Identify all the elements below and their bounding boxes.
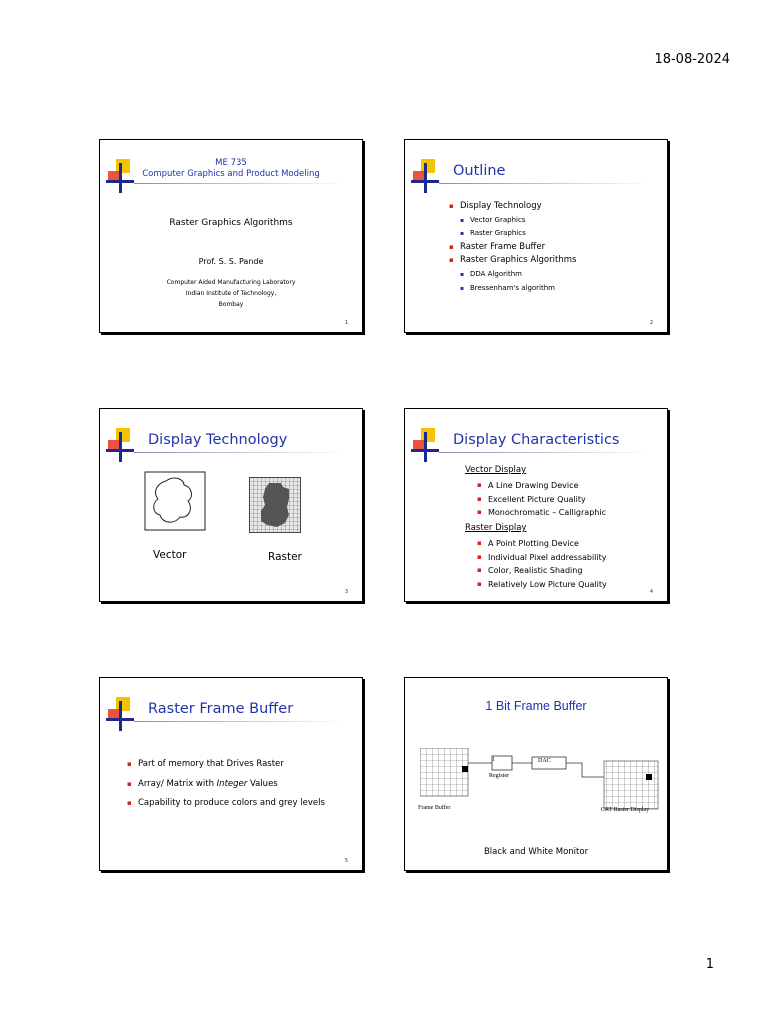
list-item: ▪ Color, Realistic Shading [476, 564, 607, 578]
list-item: ▪ Individual Pixel addressability [476, 551, 607, 565]
slide-2 [404, 139, 668, 333]
list-item: ▪ Raster Graphics Algorithms [448, 254, 576, 268]
slide-6 [404, 677, 668, 871]
list-item: ▪ A Line Drawing Device [476, 479, 606, 493]
title-rule [439, 452, 653, 453]
affiliation: Computer Aided Manufacturing Laboratory Indian Institute of Technology, Bombay [166, 279, 296, 308]
slide-logo-icon [411, 159, 443, 195]
slide-5 [99, 677, 363, 871]
slide-title: Display Characteristics [453, 432, 620, 448]
page-number: 1 [705, 957, 714, 972]
list-item: ▪ Part of memory that Drives Raster [126, 758, 326, 772]
outline-list [448, 200, 576, 295]
frame-buffer-label: Frame Buffer [418, 805, 451, 811]
course-title: Computer Graphics and Product Modeling [142, 169, 320, 179]
register-label: Register [489, 773, 509, 779]
raster-label: Raster [268, 551, 302, 563]
raster-display-heading: Raster Display [465, 523, 527, 533]
slide-title: 1 Bit Frame Buffer [485, 699, 587, 713]
vector-display-figure [144, 471, 206, 531]
slide-number: 1 [344, 320, 348, 326]
slide-logo-icon [106, 697, 138, 733]
slide-number: 2 [649, 320, 653, 326]
register-value: 1 [492, 757, 495, 763]
list-item: ▪ Bressenham's algorithm [448, 282, 576, 296]
list-item: ▪ A Point Plotting Device [476, 537, 607, 551]
list-item: ▪ Array/ Matrix with Integer Values [126, 778, 326, 792]
title-rule [439, 183, 653, 184]
title-rule [134, 721, 348, 722]
vector-display-list [476, 479, 606, 520]
slide-number: 4 [649, 589, 653, 595]
list-item: ▪ Capability to produce colors and grey levels [126, 797, 326, 811]
list-item: ▪ DDA Algorithm [448, 268, 576, 282]
lecture-title: Raster Graphics Algorithms [169, 218, 293, 228]
raster-display-figure [249, 477, 301, 533]
dac-label: DAC [538, 758, 551, 764]
frame-buffer-list [126, 758, 326, 811]
slide-1 [99, 139, 363, 333]
slide-title: Display Technology [148, 432, 288, 448]
list-item: ▪ Vector Graphics [448, 214, 576, 228]
slide-number: 3 [344, 589, 348, 595]
author: Prof. S. S. Pande [198, 257, 264, 266]
slide-logo-icon [106, 428, 138, 464]
list-item: ▪ Relatively Low Picture Quality [476, 578, 607, 592]
list-item: ▪ Excellent Picture Quality [476, 493, 606, 507]
vector-label: Vector [153, 549, 187, 561]
slide-3 [99, 408, 363, 602]
diagram-caption: Black and White Monitor [483, 847, 589, 857]
slide-number: 5 [344, 858, 348, 864]
vector-display-heading: Vector Display [465, 465, 527, 475]
raster-display-list [476, 537, 607, 591]
list-item: ▪ Monochromatic – Calligraphic [476, 506, 606, 520]
title-rule [134, 183, 348, 184]
header-date: 18-08-2024 [654, 52, 730, 67]
list-item: ▪ Raster Frame Buffer [448, 241, 576, 255]
crt-display-label: CRT Raster Display [601, 807, 650, 813]
title-rule [134, 452, 348, 453]
list-item: ▪ Display Technology [448, 200, 576, 214]
slide-title: Raster Frame Buffer [148, 701, 294, 717]
slide-logo-icon [411, 428, 443, 464]
course-code: ME 735 [215, 158, 247, 168]
slide-title: Outline [453, 163, 506, 179]
list-item: ▪ Raster Graphics [448, 227, 576, 241]
slide-4 [404, 408, 668, 602]
